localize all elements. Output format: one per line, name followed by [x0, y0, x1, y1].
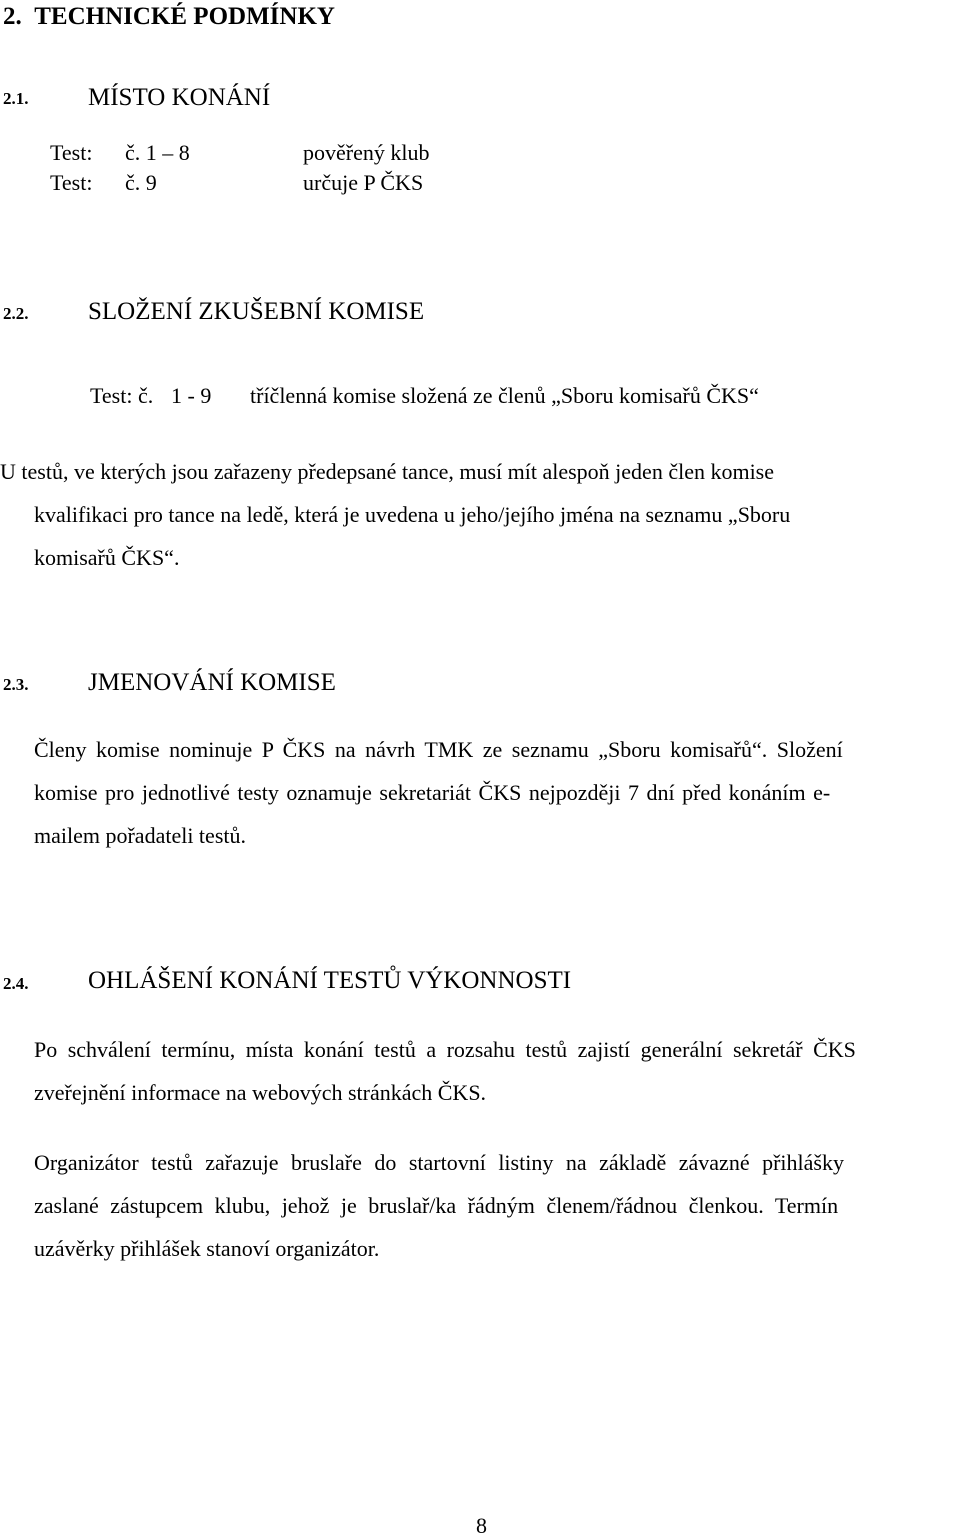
- section-heading: [3, 4, 335, 29]
- paragraph-line: kvalifikaci pro tance na ledě, která je uvedena u jeho/jejího jména na seznamu „Sboru: [34, 502, 791, 527]
- paragraph-commission-appointment: [34, 728, 960, 857]
- commission-row-label: Test: č.: [90, 383, 154, 408]
- paragraph-line: komise pro jednotlivé testy oznamuje sekretariát ČKS nejpozději 7 dní před konáním e-: [34, 780, 831, 805]
- paragraph-announcement: [34, 1028, 960, 1114]
- test-row-range: č. 9: [125, 170, 157, 195]
- section-title: TECHNICKÉ PODMÍNKY: [34, 3, 335, 30]
- subsection-title-2-2: SLOŽENÍ ZKUŠEBNÍ KOMISE: [88, 298, 425, 325]
- paragraph-line: Po schválení termínu, místa konání testů a rozsahu testů zajistí generální sekretář ČKS: [34, 1037, 856, 1062]
- commission-row-value: tříčlenná komise složená ze členů „Sboru komisařů ČKS“: [250, 383, 759, 408]
- test-row-label: Test:: [50, 170, 93, 195]
- test-row-label: Test:: [50, 140, 93, 165]
- subsection-number-2-4: 2.4.: [3, 974, 29, 993]
- paragraph-line: Členy komise nominuje P ČKS na návrh TMK ze seznamu „Sboru komisařů“. Složení: [34, 737, 843, 762]
- commission-row-range: 1 - 9: [171, 383, 212, 408]
- paragraph-line: uzávěrky přihlášek stanoví organizátor.: [34, 1236, 380, 1261]
- paragraph-line: mailem pořadateli testů.: [34, 823, 246, 848]
- paragraph-line: zveřejnění informace na webových stránkách ČKS.: [34, 1080, 487, 1105]
- subsection-title-2-4: OHLÁŠENÍ KONÁNÍ TESTŮ VÝKONNOSTI: [88, 967, 572, 994]
- subsection-number-2-2: 2.2.: [3, 304, 29, 323]
- subsection-number-2-1: 2.1.: [3, 89, 29, 108]
- paragraph-registration: [34, 1141, 960, 1270]
- paragraph-commission-qualification: [0, 450, 960, 579]
- paragraph-line: Organizátor testů zařazuje bruslaře do startovní listiny na základě závazné přihlášky: [34, 1150, 844, 1175]
- test-row-value: pověřený klub: [303, 140, 430, 165]
- subsection-title-2-3: JMENOVÁNÍ KOMISE: [88, 669, 336, 696]
- subsection-number-2-3: 2.3.: [3, 675, 29, 694]
- paragraph-line: U testů, ve kterých jsou zařazeny předepsané tance, musí mít alespoň jeden člen komise: [0, 459, 775, 484]
- test-row-range: č. 1 – 8: [125, 140, 190, 165]
- paragraph-line: komisařů ČKS“.: [34, 545, 180, 570]
- section-number: 2.: [3, 3, 22, 30]
- page-number: 8: [476, 1513, 487, 1538]
- test-row-value: určuje P ČKS: [303, 170, 424, 195]
- subsection-title-2-1: MÍSTO KONÁNÍ: [88, 84, 271, 111]
- paragraph-line: zaslané zástupcem klubu, jehož je bruslař/ka řádným členem/řádnou členkou. Termín: [34, 1193, 839, 1218]
